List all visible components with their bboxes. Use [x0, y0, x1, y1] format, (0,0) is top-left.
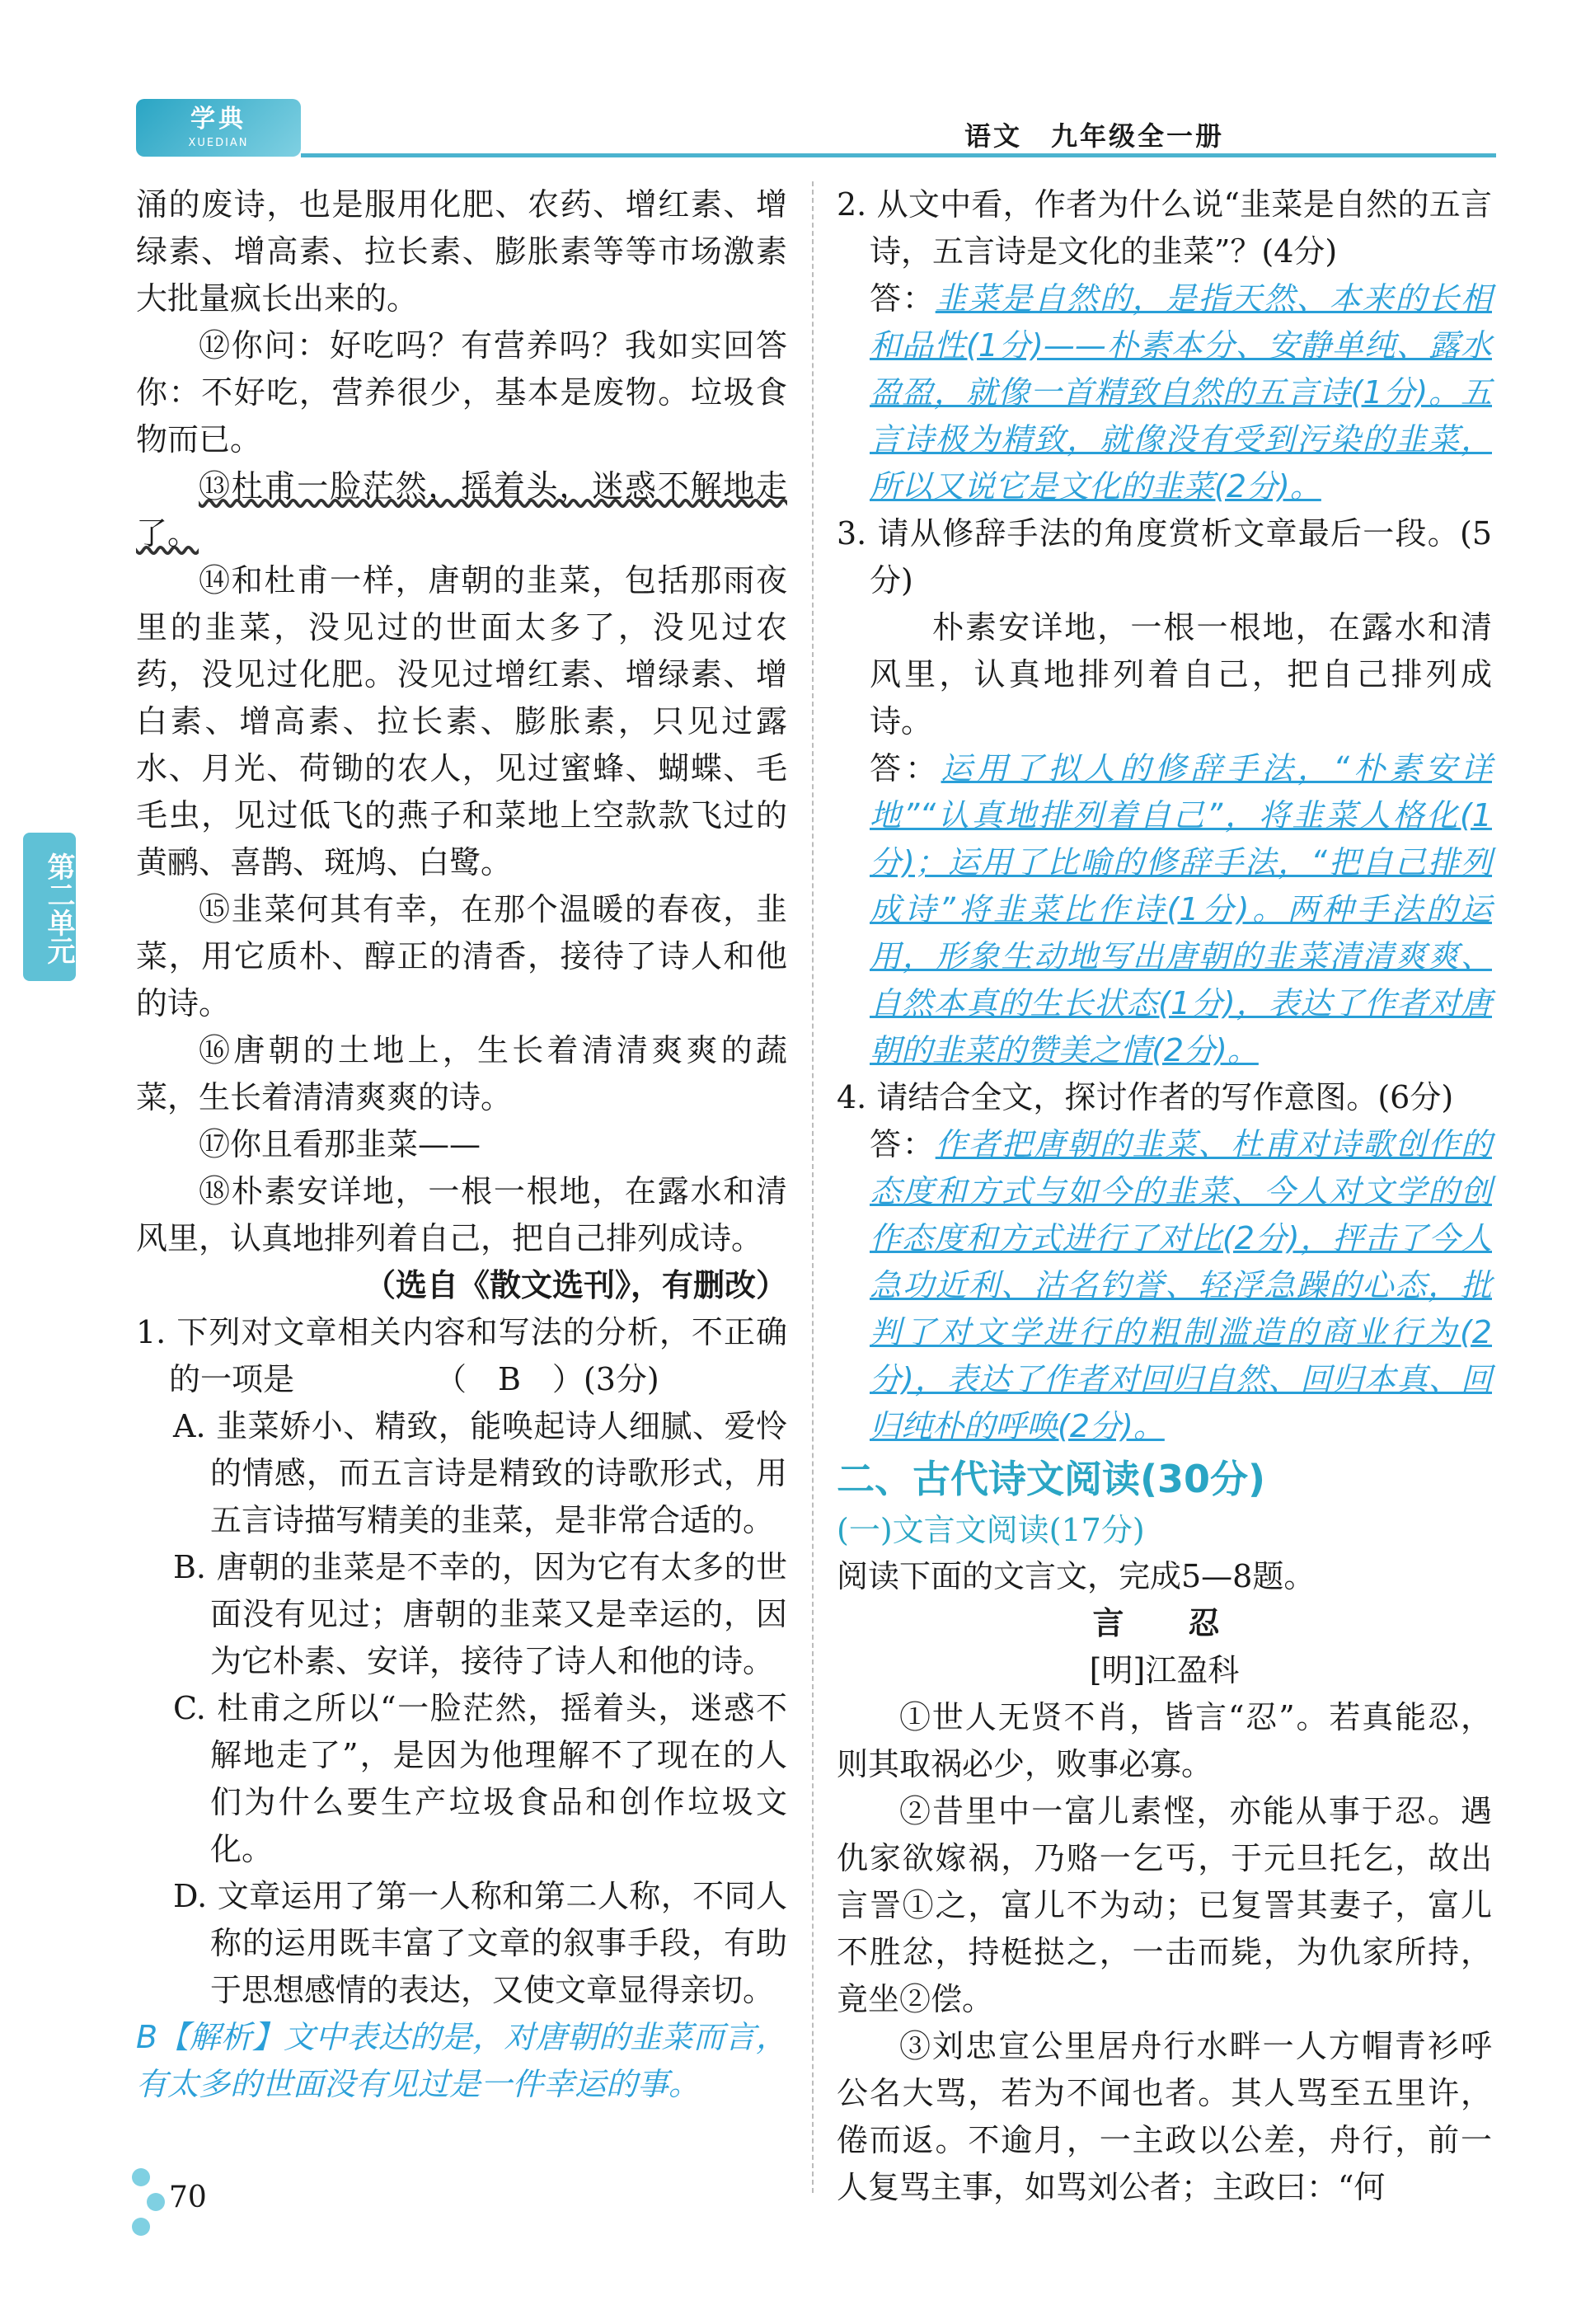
answer-2 — [837, 275, 1492, 510]
answer-4-text: 作者把唐朝的韭菜、杜甫对诗歌创作的态度和方式与如今的韭菜、今人对文学的创作态度和方式进行了对比(2分)，抨击了今人急功近利、沽名钓誉、轻浮急躁的心态，批判了对文学进行的粗制滥造的商业行为(2分)，表达了作者对回归自然、回归本真、回归纯朴的呼唤(2分)。 — [870, 1126, 1492, 1444]
column-divider — [812, 181, 814, 2193]
classical-paragraph-1: ①世人无贤不肖，皆言“忍”。若真能忍，则其取祸必少，败事必寡。 — [837, 1699, 1492, 1782]
classical-paragraph-3: ③刘忠宣公里居舟行水畔一人方帽青衫呼公名大骂，若为不闻也者。其人骂至五里许，倦而返。不逾月，一主政以公差，舟行，前一人复骂主事，如骂刘公者；主政曰：“何 — [837, 2028, 1492, 2205]
question-4: 4. 请结合全文，探讨作者的写作意图。(6分) — [837, 1079, 1454, 1115]
passage-paragraph-13: ⑬杜甫一脸茫然，摇着头，迷惑不解地走了。 — [136, 468, 787, 552]
page-number: 70 — [169, 2181, 207, 2214]
subsection-heading: (一)文言文阅读(17分) — [837, 1512, 1145, 1548]
question-1: 1. 下列对文章相关内容和写法的分析，不正确的一项是 （ B ）(3分) — [136, 1314, 787, 1397]
passage-paragraph-16: ⑯唐朝的土地上，生长着清清爽爽的蔬菜，生长着清清爽爽的诗。 — [136, 1032, 787, 1115]
left-column — [136, 181, 787, 2108]
classical-text-title: 言 忍 — [1092, 1605, 1236, 1641]
xuedian-logo — [136, 99, 301, 157]
answer-2-text: 韭菜是自然的，是指天然、本来的长相和品性(1分)——朴素本分、安静单纯、露水盈盈，就像一首精致自然的五言诗(1分)。五言诗极为精致，就像没有受到污染的韭菜，所以又说它是文化的韭菜(2分)。 — [870, 280, 1492, 505]
passage-paragraph-18: ⑱朴素安详地，一根一根地，在露水和清风里，认真地排列着自己，把自己排列成诗。 — [136, 1173, 787, 1256]
classical-paragraph-2: ②昔里中一富儿素悭，亦能从事于忍。遇仇家欲嫁祸，乃赂一乞丐，于元旦托乞，故出言詈①之，富儿不为动；已复詈其妻子，富儿不胜忿，持梃挞之，一击而毙，为仇家所持，竟坐②偿。 — [837, 1793, 1492, 2017]
section-heading: 二、古代诗文阅读(30分) — [837, 1457, 1266, 1501]
answer-label: 答： — [870, 1126, 936, 1162]
header-rule — [301, 153, 1496, 157]
answer-label: 答： — [870, 750, 941, 786]
passage-paragraph-12: ⑫你问：好吃吗？有营养吗？我如实回答你：不好吃，营养很少，基本是废物。垃圾食物而已。 — [136, 327, 787, 458]
unit-side-tab: 第二单元 — [23, 833, 76, 981]
page-header — [136, 99, 1496, 158]
answer-3 — [837, 745, 1492, 1074]
passage-paragraph-15: ⑮韭菜何其有幸，在那个温暖的春夜，韭菜，用它质朴、醇正的清香，接待了诗人和他的诗。 — [136, 891, 787, 1021]
question-3-quote: 朴素安详地，一根一根地，在露水和清风里，认真地排列着自己，把自己排列成诗。 — [870, 609, 1492, 739]
classical-text-author: [明]江盈科 — [1089, 1652, 1240, 1688]
answer-3-text: 运用了拟人的修辞手法，“朴素安详地”“认真地排列着自己”，将韭菜人格化(1分)；运用了比喻的修辞手法，“把自己排列成诗”将韭菜比作诗(1分)。两种手法的运用，形象生动地写出唐朝的韭菜清清爽爽、自然本真的生长状态(1分)，表达了作者对唐朝的韭菜的赞美之情(2分)。 — [870, 750, 1492, 1068]
question-1-analysis: B【解析】文中表达的是，对唐朝的韭菜而言，有太多的世面没有见过是一件幸运的事。 — [136, 2019, 787, 2102]
option-b: B. 唐朝的韭菜是不幸的，因为它有太多的世面没有见过；唐朝的韭菜又是幸运的，因为它朴素、安详，接待了诗人和他的诗。 — [173, 1549, 787, 1679]
passage-paragraph-17: ⑰你且看那韭菜—— — [199, 1126, 481, 1162]
logo-english: XUEDIAN — [188, 137, 249, 149]
passage-source: （选自《散文选刊》，有删改） — [364, 1267, 787, 1303]
book-title: 语文 九年级全一册 — [964, 120, 1224, 152]
answer-label: 答： — [870, 280, 936, 317]
question-3: 3. 请从修辞手法的角度赏析文章最后一段。(5分) — [837, 515, 1492, 599]
right-column — [837, 181, 1492, 2211]
passage-paragraph-14: ⑭和杜甫一样，唐朝的韭菜，包括那雨夜里的韭菜，没见过的世面太多了，没见过农药，没见过化肥。没见过增红素、增绿素、增白素、增高素、拉长素、膨胀素，只见过露水、月光、荷锄的农人，见过蜜蜂、蝴蝶、毛毛虫，见过低飞的燕子和菜地上空款款飞过的黄鹂、喜鹊、斑鸠、白鹭。 — [136, 562, 787, 880]
option-d: D. 文章运用了第一人称和第二人称，不同人称的运用既丰富了文章的叙事手段，有助于思想感情的表达，又使文章显得亲切。 — [173, 1878, 787, 2008]
question-2: 2. 从文中看，作者为什么说“韭菜是自然的五言诗，五言诗是文化的韭菜”？(4分) — [837, 186, 1492, 270]
answer-4 — [837, 1121, 1492, 1450]
passage-paragraph-11: 涌的废诗，也是服用化肥、农药、增红素、增绿素、增高素、拉长素、膨胀素等等市场激素大批量疯长出来的。 — [136, 186, 787, 317]
option-c: C. 杜甫之所以“一脸茫然，摇着头，迷惑不解地走了”，是因为他理解不了现在的人们为什么要生产垃圾食品和创作垃圾文化。 — [173, 1690, 787, 1867]
option-a: A. 韭菜娇小、精致，能唤起诗人细腻、爱怜的情感，而五言诗是精致的诗歌形式，用五言诗描写精美的韭菜，是非常合适的。 — [173, 1408, 787, 1538]
reading-instruction: 阅读下面的文言文，完成5—8题。 — [837, 1558, 1316, 1594]
logo-chinese: 学典 — [190, 105, 246, 134]
